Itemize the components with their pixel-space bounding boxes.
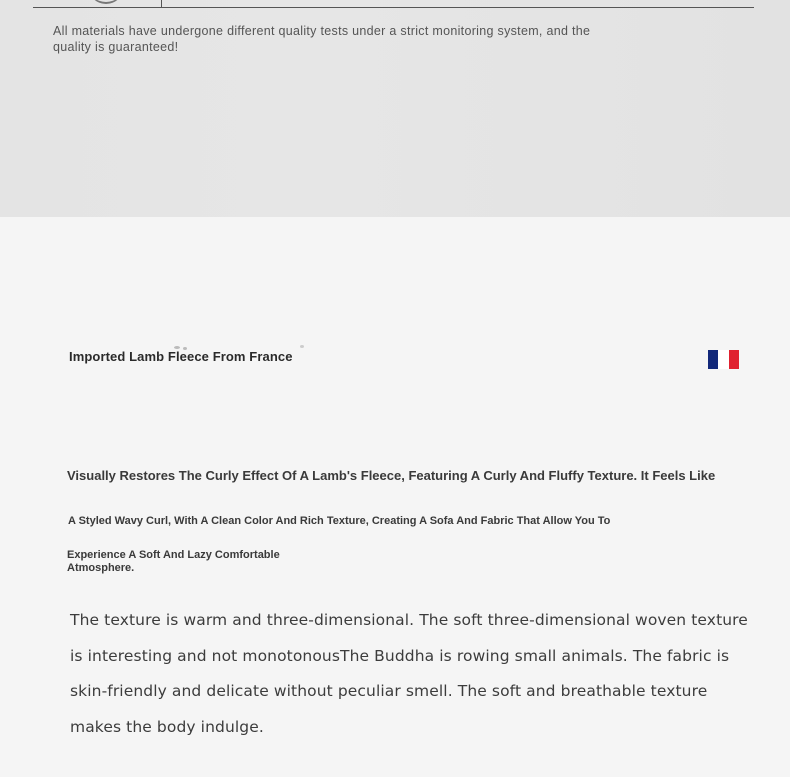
banner-rule	[33, 7, 754, 8]
fleece-speck-icon	[300, 345, 304, 348]
top-banner	[0, 0, 790, 217]
feature-headline: Visually Restores The Curly Effect Of A Lamb's Fleece, Featuring A Curly And Fluffy Texture. It Feels Like	[67, 468, 716, 483]
banner-divider	[161, 0, 162, 7]
quality-note: All materials have undergone different quality tests under a strict monitoring system, and the quality is guaranteed!	[53, 24, 591, 54]
feature-subline-continued: Experience A Soft And Lazy Comfortable Atmosphere.	[67, 549, 280, 574]
origin-title: Imported Lamb Fleece From France	[69, 349, 293, 364]
texture-paragraph: The texture is warm and three-dimensional. The soft three-dimensional woven texture is interesting and not monotonousThe Buddha is rowing small animals. The fabric is skin-friendly and delicate without peculiar smell. The soft and breathable texture makes the body indulge.	[70, 611, 748, 736]
banner-emblem-icon	[88, 0, 124, 4]
feature-subline: A Styled Wavy Curl, With A Clean Color And Rich Texture, Creating A Sofa And Fabric That Allow You To	[68, 515, 611, 527]
flag-band-blue	[708, 350, 718, 369]
flag-band-red	[729, 350, 739, 369]
flag-band-white	[718, 350, 728, 369]
france-flag-icon	[708, 350, 739, 369]
